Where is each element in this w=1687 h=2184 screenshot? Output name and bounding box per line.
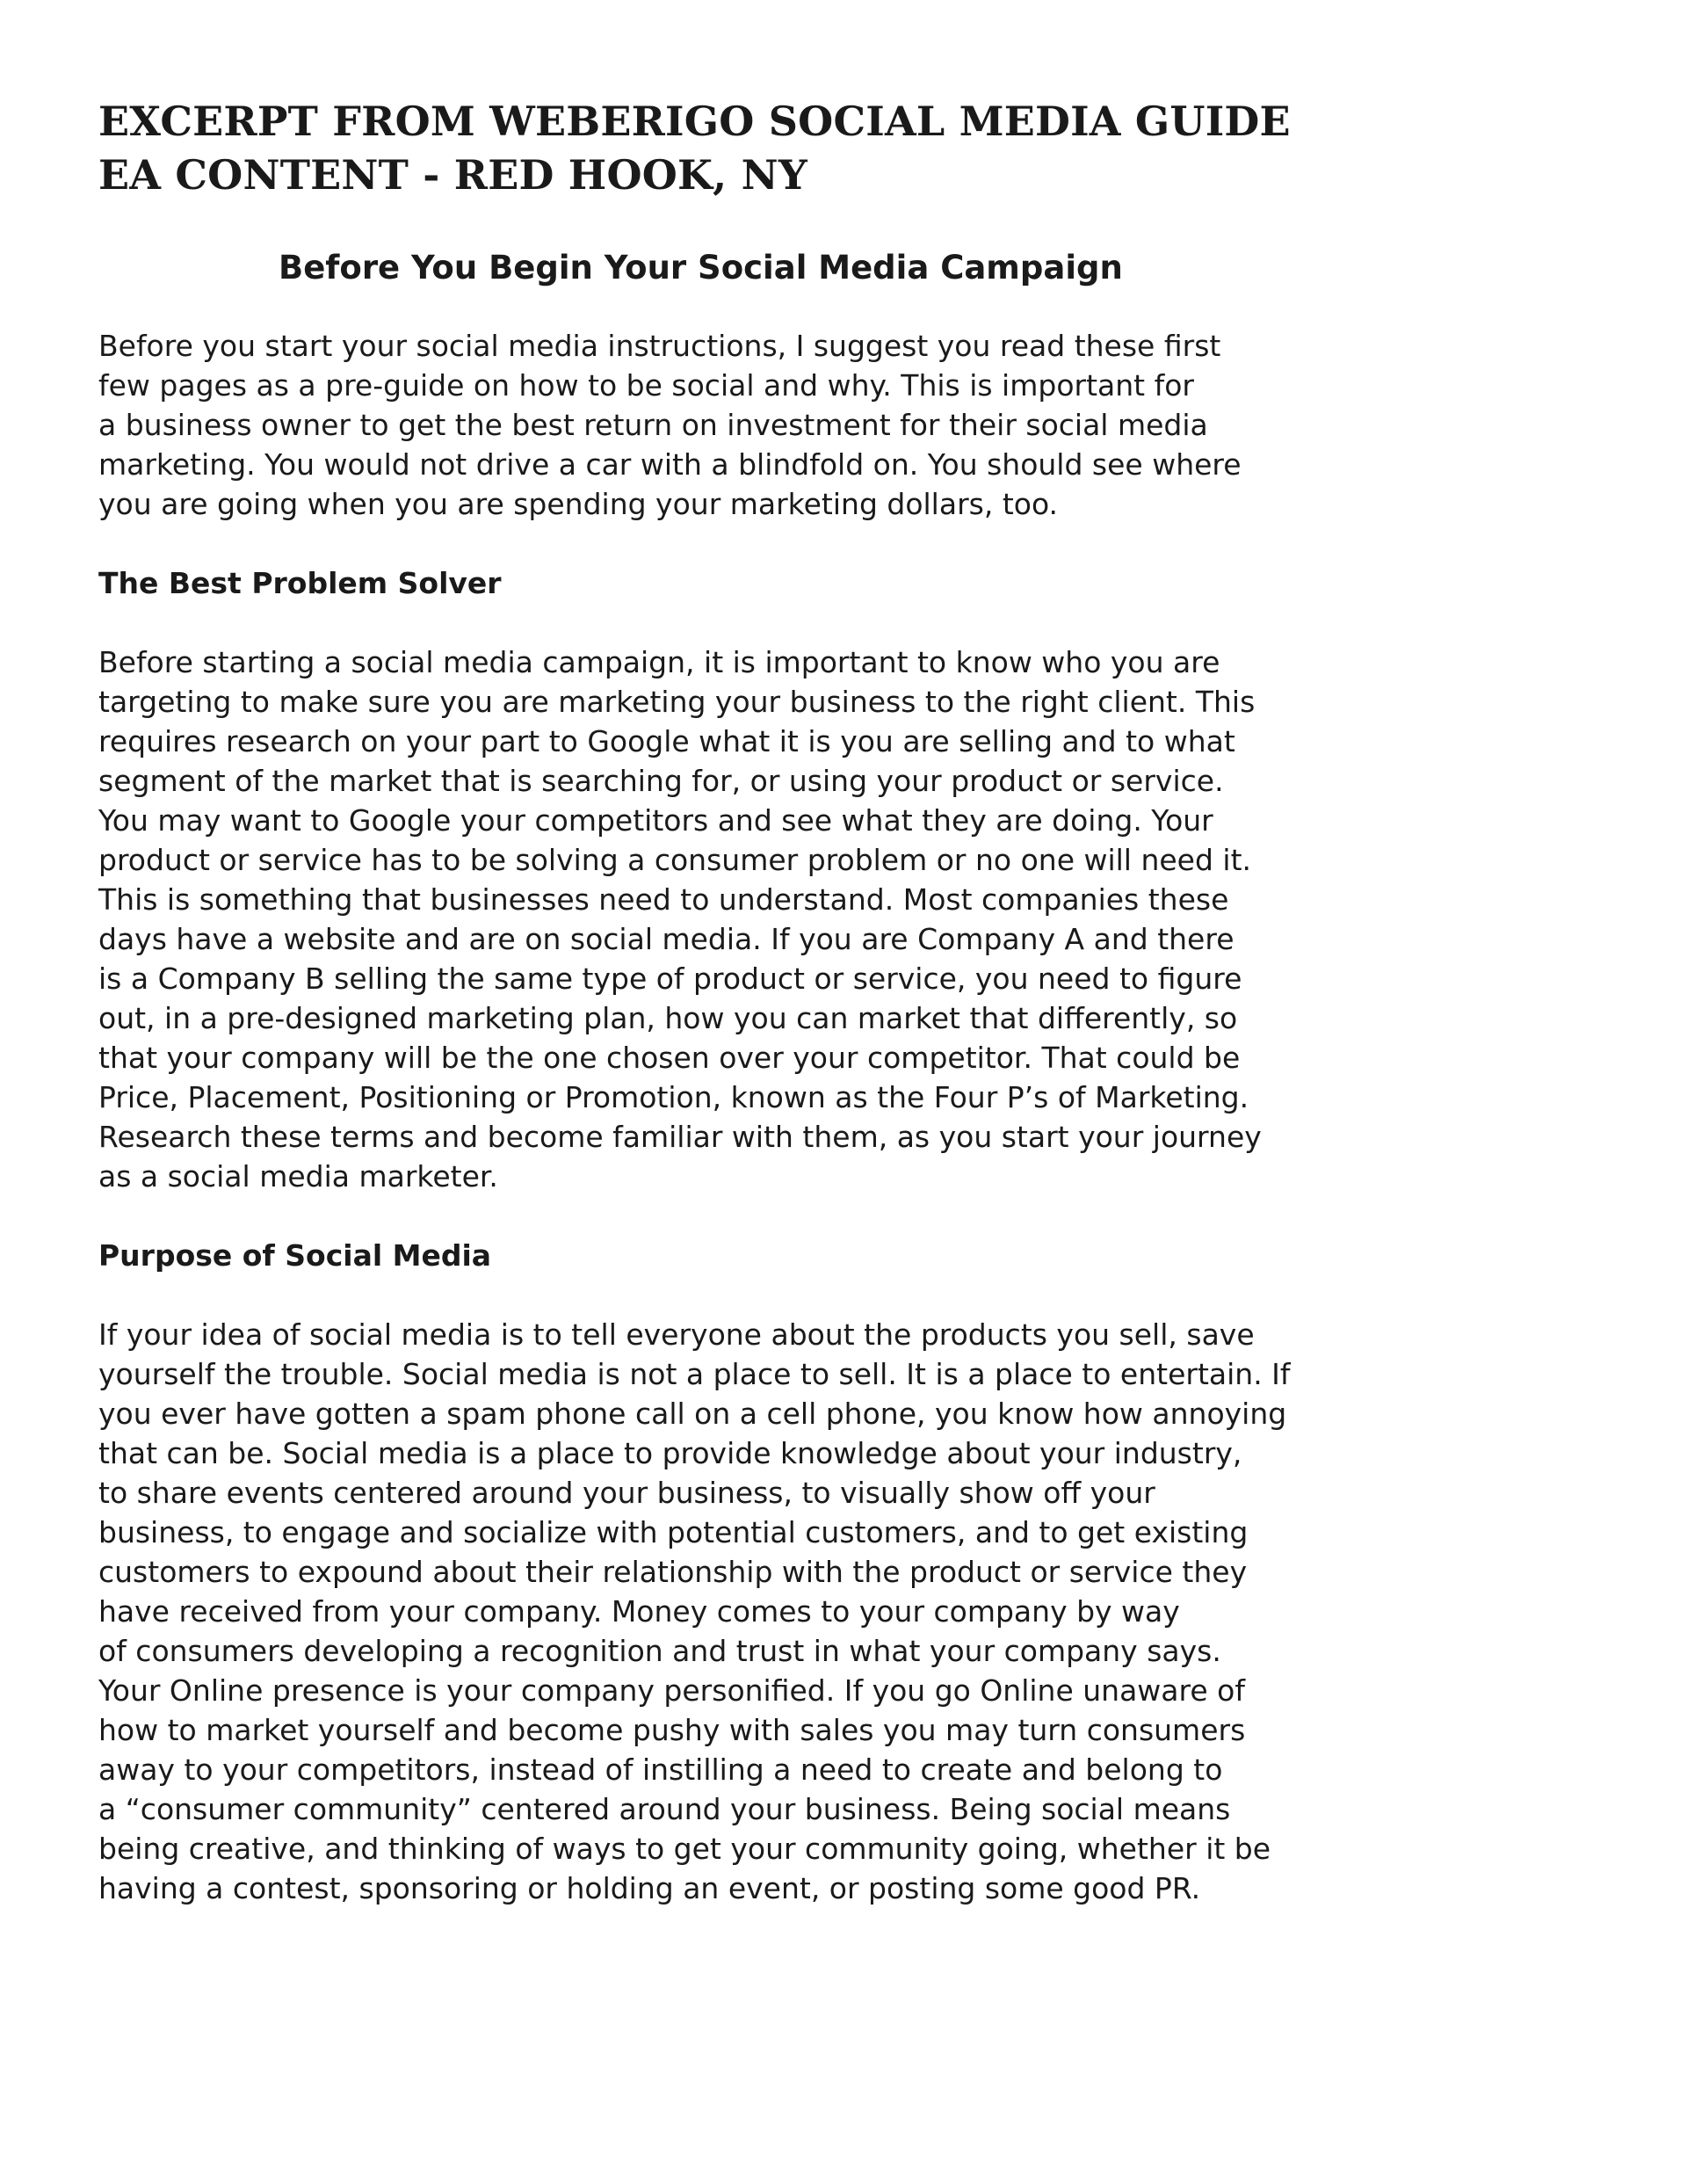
text-line: you ever have gotten a spam phone call on a cell phone, you know how annoying <box>98 1397 1287 1431</box>
text-line: Research these terms and become familiar with them, as you start your journey <box>98 1120 1262 1154</box>
text-line: This is something that businesses need to understand. Most companies these <box>98 882 1229 917</box>
page-subtitle: Before You Begin Your Social Media Campaign <box>279 249 1123 287</box>
purpose-paragraph <box>98 1315 1291 1908</box>
text-line: Your Online presence is your company personified. If you go Online unaware of <box>98 1673 1245 1708</box>
text-line: a business owner to get the best return on investment for their social media <box>98 408 1208 442</box>
text-line: that your company will be the one chosen over your competitor. That could be <box>98 1041 1241 1075</box>
text-line: yourself the trouble. Social media is not a place to sell. It is a place to entertain. If <box>98 1357 1291 1391</box>
text-line: as a social media marketer. <box>98 1159 498 1194</box>
text-line: product or service has to be solving a consumer problem or no one will need it. <box>98 843 1252 877</box>
text-line: being creative, and thinking of ways to get your community going, whether it be <box>98 1832 1271 1866</box>
text-line: Before you start your social media instructions, I suggest you read these first <box>98 329 1221 363</box>
text-line: out, in a pre-designed marketing plan, how you can market that differently, so <box>98 1001 1238 1035</box>
text-line: how to market yourself and become pushy with sales you may turn consumers <box>98 1713 1246 1747</box>
text-line: You may want to Google your competitors and see what they are doing. Your <box>98 803 1213 838</box>
text-line: to share events centered around your business, to visually show off your <box>98 1476 1155 1510</box>
text-line: away to your competitors, instead of instilling a need to create and belong to <box>98 1752 1223 1787</box>
document-page <box>98 95 1291 1905</box>
intro-paragraph <box>98 326 1241 524</box>
text-line: customers to expound about their relationship with the product or service they <box>98 1555 1248 1589</box>
text-line: business, to engage and socialize with potential customers, and to get existing <box>98 1515 1249 1549</box>
text-line: targeting to make sure you are marketing your business to the right client. This <box>98 685 1256 719</box>
title-line: EA CONTENT - RED HOOK, NY <box>98 151 807 199</box>
text-line: a “consumer community” centered around your business. Being social means <box>98 1792 1231 1826</box>
text-line: is a Company B selling the same type of product or service, you need to figure <box>98 961 1242 996</box>
document-body <box>98 326 1291 1948</box>
section-heading-problem-solver: The Best Problem Solver <box>98 566 502 600</box>
text-line: segment of the market that is searching for, or using your product or service. <box>98 764 1224 798</box>
text-line: Price, Placement, Positioning or Promotion, known as the Four P’s of Marketing. <box>98 1080 1249 1114</box>
text-line: Before starting a social media campaign, it is important to know who you are <box>98 645 1220 679</box>
text-line: few pages as a pre-guide on how to be social and why. This is important for <box>98 368 1194 403</box>
text-line: of consumers developing a recognition and trust in what your company says. <box>98 1634 1221 1668</box>
text-line: days have a website and are on social media. If you are Company A and there <box>98 922 1234 956</box>
section-heading-purpose: Purpose of Social Media <box>98 1238 492 1273</box>
text-line: marketing. You would not drive a car with a blindfold on. You should see where <box>98 447 1242 482</box>
text-line: have received from your company. Money comes to your company by way <box>98 1594 1180 1629</box>
text-line: you are going when you are spending your marketing dollars, too. <box>98 487 1059 521</box>
text-line: having a contest, sponsoring or holding an event, or posting some good PR. <box>98 1871 1201 1905</box>
text-line: If your idea of social media is to tell everyone about the products you sell, save <box>98 1317 1255 1352</box>
text-line: requires research on your part to Google what it is you are selling and to what <box>98 724 1235 758</box>
text-line: that can be. Social media is a place to provide knowledge about your industry, <box>98 1436 1242 1470</box>
problem-solver-paragraph <box>98 642 1262 1196</box>
title-line: EXCERPT FROM WEBERIGO SOCIAL MEDIA GUIDE <box>98 98 1291 145</box>
document-title <box>98 95 1291 202</box>
